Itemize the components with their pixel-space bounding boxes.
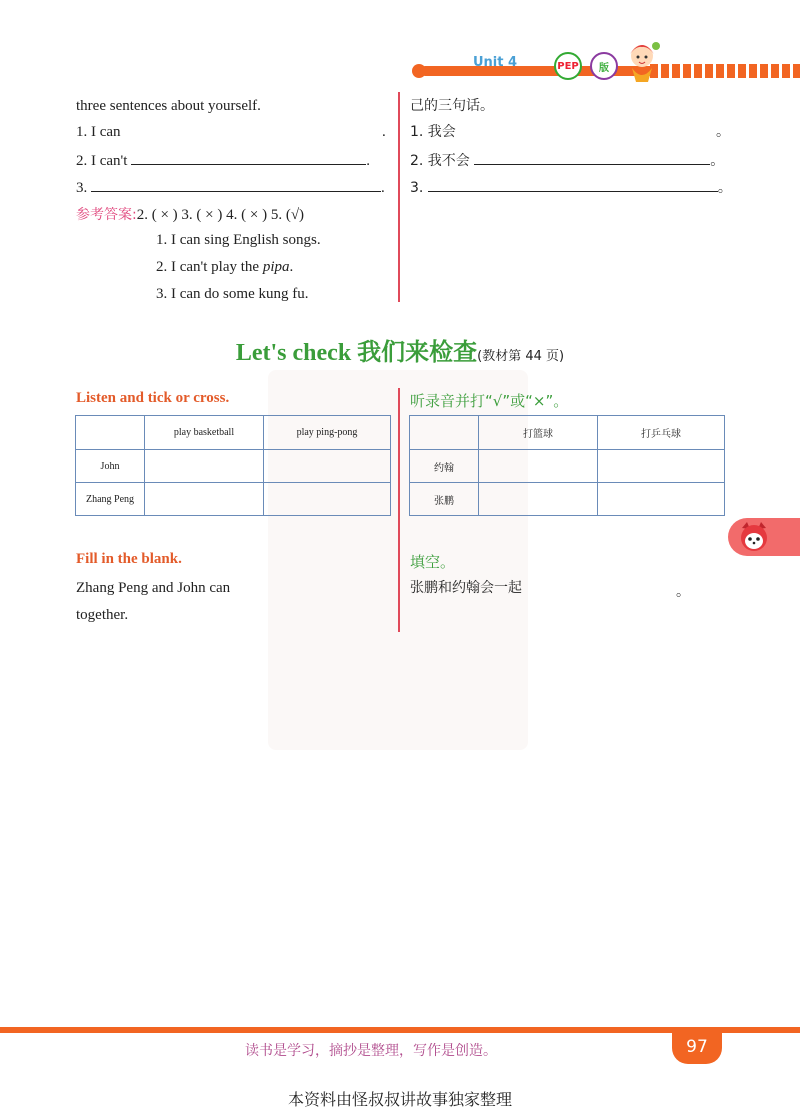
edition-badge: 版 [590,52,618,80]
table-row-label: 张鹏 [410,483,479,516]
answer-sentence-1: 1. I can sing English songs. [156,232,321,248]
table-header-cell: 打乒乓球 [598,416,725,450]
table-row-label: Zhang Peng [76,483,145,516]
answer-cell[interactable] [145,483,264,516]
answer-blank[interactable] [428,177,718,192]
table-header-cell [410,416,479,450]
answers-ticks: 2. ( × ) 3. ( × ) 4. ( × ) 5. (√) [136,207,305,223]
right-line-1 [410,122,730,142]
page-number: 97 [672,1030,722,1064]
mascot-face-icon [737,520,771,554]
answer-sentence-3: 3. I can do some kung fu. [156,286,309,302]
table-header-cell: play ping-pong [264,416,391,450]
fill-title-cn: 填空。 [410,553,456,571]
table-header-cell: play basketball [145,416,264,450]
tick-table-cn [409,415,725,516]
fill-line-1: Zhang Peng and John can [76,580,231,596]
fill-title-en: Fill in the blank. [76,551,182,567]
answer-cell[interactable] [145,450,264,483]
mascot-girl-icon [618,38,666,82]
right-line-1-text: 1. 我会 [410,124,456,140]
period: . [366,153,370,169]
lets-check-title: Let's check 我们来检查 [235,340,478,366]
left-intro: three sentences about yourself. [76,98,261,114]
left-line-3 [76,177,385,198]
answer-blank[interactable] [474,150,710,165]
answer-sentence-2 [156,257,293,277]
period: 。 [676,584,690,600]
period: . [381,180,385,196]
header-pattern [650,64,800,78]
right-line-2 [410,150,724,171]
unit-label: Unit 4 [473,55,518,70]
right-line-2-text: 2. 我不会 [410,153,470,169]
answer-cell[interactable] [598,450,725,483]
answer-cell[interactable] [264,450,391,483]
answer-blank[interactable] [91,177,381,192]
left-line-1 [76,122,386,142]
answer-cell[interactable] [264,483,391,516]
table-row-label: 约翰 [410,450,479,483]
answer-cell[interactable] [598,483,725,516]
page-reference: (教材第 44 页) [477,349,565,364]
answer-sentence-2-prefix: 2. I can't play the [156,259,263,275]
right-line-3 [410,177,732,198]
column-divider [398,92,400,302]
fill-line-2: together. [76,607,129,623]
answer-sentence-2-suffix: . [289,259,294,275]
answer-cell[interactable] [479,483,598,516]
left-line-3-text: 3. [76,180,88,196]
table-header-cell: 打篮球 [479,416,598,450]
fill-line-cn: 张鹏和约翰会一起 [410,580,522,596]
column-divider [398,388,400,632]
pep-badge: PEP [554,52,582,80]
listen-title-en: Listen and tick or cross. [76,390,230,406]
section-title [0,332,800,367]
answers-label: 参考答案: [76,207,137,223]
left-line-1-text: 1. I can [76,124,121,140]
tick-table-en [75,415,391,516]
left-line-2-text: 2. I can't [76,153,128,169]
period: . [382,124,386,140]
right-intro: 己的三句话。 [410,98,494,114]
period: 。 [716,124,730,140]
period: 。 [717,180,732,196]
left-line-2 [76,150,370,171]
answer-cell[interactable] [479,450,598,483]
answers-block [76,204,304,225]
table-header-cell [76,416,145,450]
credit-line: 本资料由怪叔叔讲故事独家整理 [287,1090,512,1109]
period: 。 [710,153,725,169]
table-row-label: John [76,450,145,483]
answer-sentence-2-italic: pipa [262,259,290,275]
footer-motto: 读书是学习，摘抄是整理，写作是创造。 [245,1043,497,1059]
right-line-3-text: 3. [410,180,424,196]
answer-blank[interactable] [131,150,366,165]
listen-title-cn: 听录音并打“√”或“×”。 [410,392,569,410]
